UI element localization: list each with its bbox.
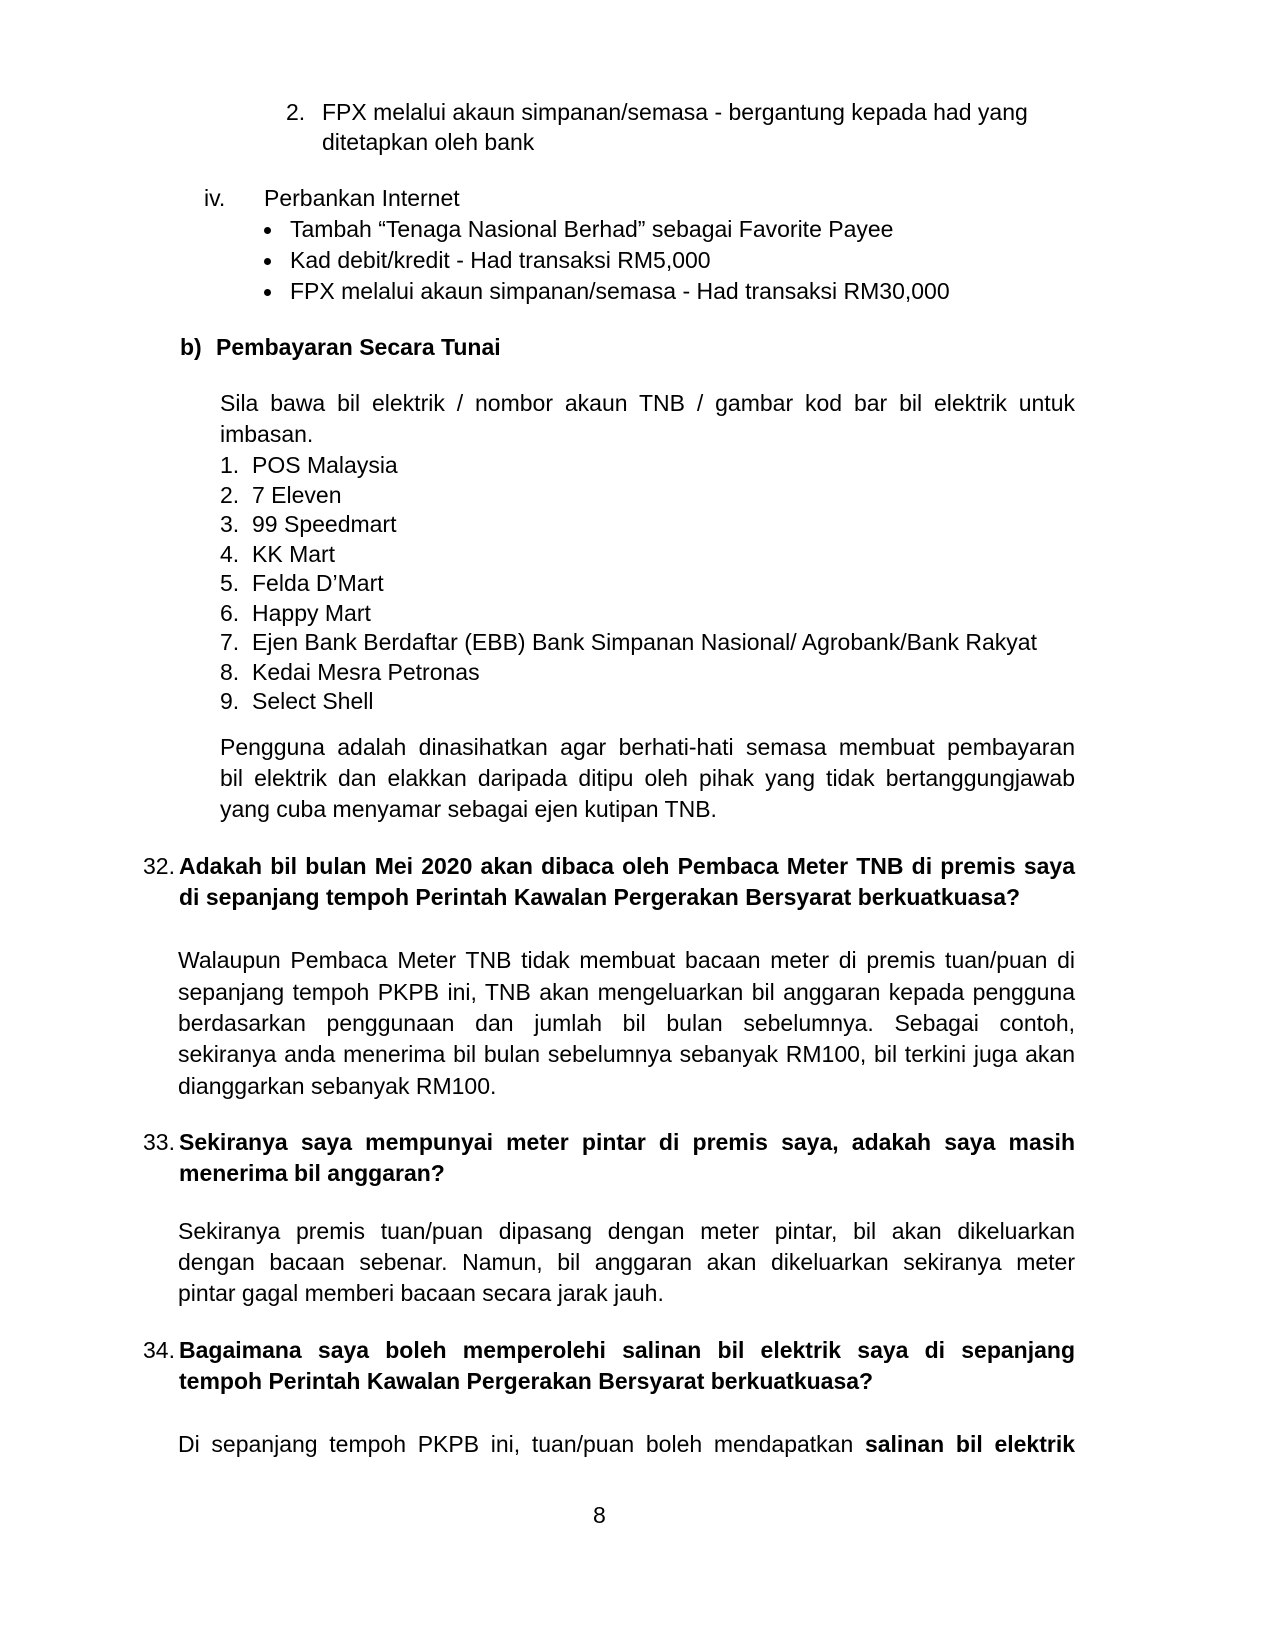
outlet-number: 9. [220,688,240,714]
outlet-name: Kedai Mesra Petronas [252,659,480,685]
outlet-number: 7. [220,629,240,655]
outlet-name: 99 Speedmart [252,511,397,537]
outlet-item [220,627,1037,658]
faq-answer-text: Di sepanjang tempoh PKPB ini, tuan/puan boleh mendapatkan [178,1431,865,1457]
faq-answer: berdasarkan penggunaan dan jumlah bil bulan sebelumnya. Sebagai contoh, [178,1010,1075,1036]
bullet-icon [264,227,271,234]
bullet-item: FPX melalui akaun simpanan/semasa - Had transaksi RM30,000 [290,278,950,304]
faq-answer: Sekiranya premis tuan/puan dipasang dengan meter pintar, bil akan dikeluarkan [178,1218,1075,1244]
outlet-number: 4. [220,541,240,567]
outlet-item [220,509,396,540]
outlet-item [220,598,371,629]
bullet-item: Tambah “Tenaga Nasional Berhad” sebagai Favorite Payee [290,216,894,242]
faq-question: menerima bil anggaran? [179,1160,445,1186]
outlet-number: 2. [220,482,240,508]
outlet-name: 7 Eleven [252,482,342,508]
outlet-item [220,480,342,511]
faq-question: Bagaimana saya boleh memperolehi salinan bil elektrik saya di sepanjang [179,1337,1075,1363]
faq-answer: dengan bacaan sebenar. Namun, bil anggaran akan dikeluarkan sekiranya meter [178,1249,1075,1275]
faq-answer: pintar gagal memberi bacaan secara jarak jauh. [178,1280,664,1306]
outlet-item [220,657,480,688]
faq-question: Sekiranya saya mempunyai meter pintar di premis saya, adakah saya masih [179,1129,1075,1155]
page-number: 8 [593,1502,606,1528]
list-number: 2. [286,99,306,125]
outlet-name: Felda D’Mart [252,570,384,596]
list-item-fpx [286,97,1028,128]
list-item-fpx-cont: ditetapkan oleh bank [322,129,535,155]
outlet-name: POS Malaysia [252,452,398,478]
outlet-item [220,450,398,481]
outlet-name: KK Mart [252,541,336,567]
warning-text: bil elektrik dan elakkan daripada ditipu oleh pihak yang tidak bertanggungjawab [220,765,1075,791]
outlet-number: 1. [220,452,240,478]
bullet-icon [264,289,271,296]
outlet-number: 3. [220,511,240,537]
section-b-intro-cont: imbasan. [220,421,314,447]
section-b-intro: Sila bawa bil elektrik / nombor akaun TNB / gambar kod bar bil elektrik untuk [220,390,1075,416]
faq-answer: sekiranya anda menerima bil bulan sebelumnya sebanyak RM100, bil terkini juga akan [178,1041,1075,1067]
faq-question: Adakah bil bulan Mei 2020 akan dibaca oleh Pembaca Meter TNB di premis saya [179,853,1075,879]
faq-number: 32. [143,853,175,879]
bullet-item: Kad debit/kredit - Had transaksi RM5,000 [290,247,711,273]
faq-answer-emphasis: salinan bil elektrik [864,1431,1075,1457]
section-iv-title: Perbankan Internet [264,185,460,211]
faq-question: di sepanjang tempoh Perintah Kawalan Pergerakan Bersyarat berkuatkuasa? [179,884,1021,910]
outlet-item [220,686,373,717]
section-b-title: Pembayaran Secara Tunai [216,334,501,360]
outlet-name: Happy Mart [252,600,371,626]
faq-number: 33. [143,1129,175,1155]
bullet-icon [264,258,271,265]
faq-number: 34. [143,1337,175,1363]
faq-answer: sepanjang tempoh PKPB ini, TNB akan mengeluarkan bil anggaran kepada pengguna [178,979,1075,1005]
outlet-name: Select Shell [252,688,374,714]
outlet-number: 5. [220,570,240,596]
list-text: FPX melalui akaun simpanan/semasa - bergantung kepada had yang [322,99,1028,125]
faq-answer: Walaupun Pembaca Meter TNB tidak membuat bacaan meter di premis tuan/puan di [178,947,1075,973]
outlet-item [220,539,335,570]
outlet-number: 8. [220,659,240,685]
faq-question: tempoh Perintah Kawalan Pergerakan Bersyarat berkuatkuasa? [179,1368,874,1394]
section-b-label: b) [180,334,202,360]
faq-answer: dianggarkan sebanyak RM100. [178,1073,497,1099]
outlet-number: 6. [220,600,240,626]
faq-answer [178,1429,1075,1460]
warning-text: Pengguna adalah dinasihatkan agar berhati-hati semasa membuat pembayaran [220,734,1075,760]
outlet-name: Ejen Bank Berdaftar (EBB) Bank Simpanan Nasional/ Agrobank/Bank Rakyat [252,629,1037,655]
warning-text: yang cuba menyamar sebagai ejen kutipan TNB. [220,796,717,822]
outlet-item [220,568,384,599]
section-iv-numeral: iv. [204,185,226,211]
